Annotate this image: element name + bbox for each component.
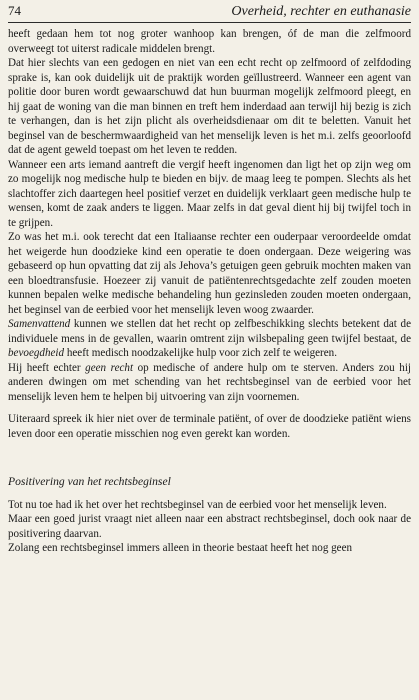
running-title: Overheid, rechter en euthanasie bbox=[231, 4, 411, 19]
emphasis: Samenvattend bbox=[8, 318, 71, 330]
paragraph bbox=[8, 361, 411, 405]
paragraph: heeft gedaan hem tot nog groter wanhoop kan brengen, óf de man die zelfmoord overweegt tot uiterst radicale middelen brengt. bbox=[8, 28, 411, 55]
text-run: kunnen we stellen dat het recht op zelfbeschikking slechts betekent dat de individuele mens in de gevallen, waarin omtrent zijn wilsbepaling geen twijfel bestaat, de bbox=[8, 318, 411, 345]
paragraph: Dat hier slechts van een gedogen en niet van een echt recht op zelfmoord of zelfdoding sprake is, kan ook duidelijk uit de praktijk worden geïllustreerd. Wanneer een agent van politie door buren wordt gewaarschuwd dat hun buurman mogelijk zelfmoord pleegt, en hij gaat de woning van die man binnen en treft hem inderdaad aan terwijl hij bezig is zich te verhangen, dan is het zijn plicht als overheidsdienaar om dit te beletten. Vanuit het beginsel van de beschermwaardigheid van het menselijk leven is het m.i. zelfs geoorloofd dat de agent geweld toepast om het leven te redden. bbox=[8, 57, 411, 156]
paragraph-summary bbox=[8, 317, 411, 361]
paragraph: Tot nu toe had ik het over het rechtsbeginsel van de eerbied voor het menselijk leven. bbox=[8, 498, 387, 511]
emphasis: bevoegdheid bbox=[8, 347, 65, 359]
text-run: Hij heeft echter bbox=[8, 361, 86, 374]
header-rule bbox=[8, 22, 411, 23]
text-run: heeft medisch noodzakelijke hulp voor zich zelf te weigeren. bbox=[64, 347, 337, 359]
paragraph: Uiteraard spreek ik hier niet over de terminale patiënt, of over de doodzieke patiënt wiens leven door een operatie misschien nog even gerekt kan worden. bbox=[8, 413, 411, 440]
emphasis: geen recht bbox=[85, 361, 134, 374]
body-text bbox=[8, 27, 411, 556]
page-header bbox=[8, 3, 411, 23]
paragraph: Wanneer een arts iemand aantreft die vergif heeft ingenomen dan ligt het op zijn weg om zo mogelijk nog medische hulp te bieden en bijv. de maag leeg te pompen. Slechts als het slachtoffer zich daartegen heel positief verzet en duidelijk verklaart geen medische hulp te wensen, komt de zaak anders te liggen. Maar zelfs in dat geval dient hij bij twijfel toch in te grijpen. bbox=[8, 158, 411, 229]
paragraph: Zo was het m.i. ook terecht dat een Italiaanse rechter een ouderpaar veroordeelde omdat het weigerde hun doodzieke kind een operatie te doen ondergaan. Deze weigering was gebaseerd op hun opvatting dat zij als Jehova’s getuigen geen gebruik mochten maken van een bloedtransfusie. Hoezeer zij vanuit de patiëntenrechtsgedachte zelf zouden moeten kunnen bepalen welke medische behandeling hun gezinsleden zouden moeten ondergaan, het beginsel van de eerbied voor het menselijk leven woog zwaarder. bbox=[8, 231, 411, 316]
paragraph: Zolang een rechtsbeginsel immers alleen in theorie bestaat heeft het nog geen bbox=[8, 542, 353, 554]
section-heading: Positivering van het rechtsbeginsel bbox=[8, 475, 171, 488]
page-number: 74 bbox=[8, 3, 21, 18]
paragraph: Maar een goed jurist vraagt niet alleen naar een abstract rechtsbeginsel, doch ook naar de positivering daarvan. bbox=[8, 513, 411, 540]
text-run: op medische of andere hulp om te sterven. Anders zou hij anderen dwingen om met schending van het rechtsbeginsel van de eerbied voor het menselijk leven hem te helpen bij uitvoering van zijn voornemen. bbox=[8, 361, 411, 403]
